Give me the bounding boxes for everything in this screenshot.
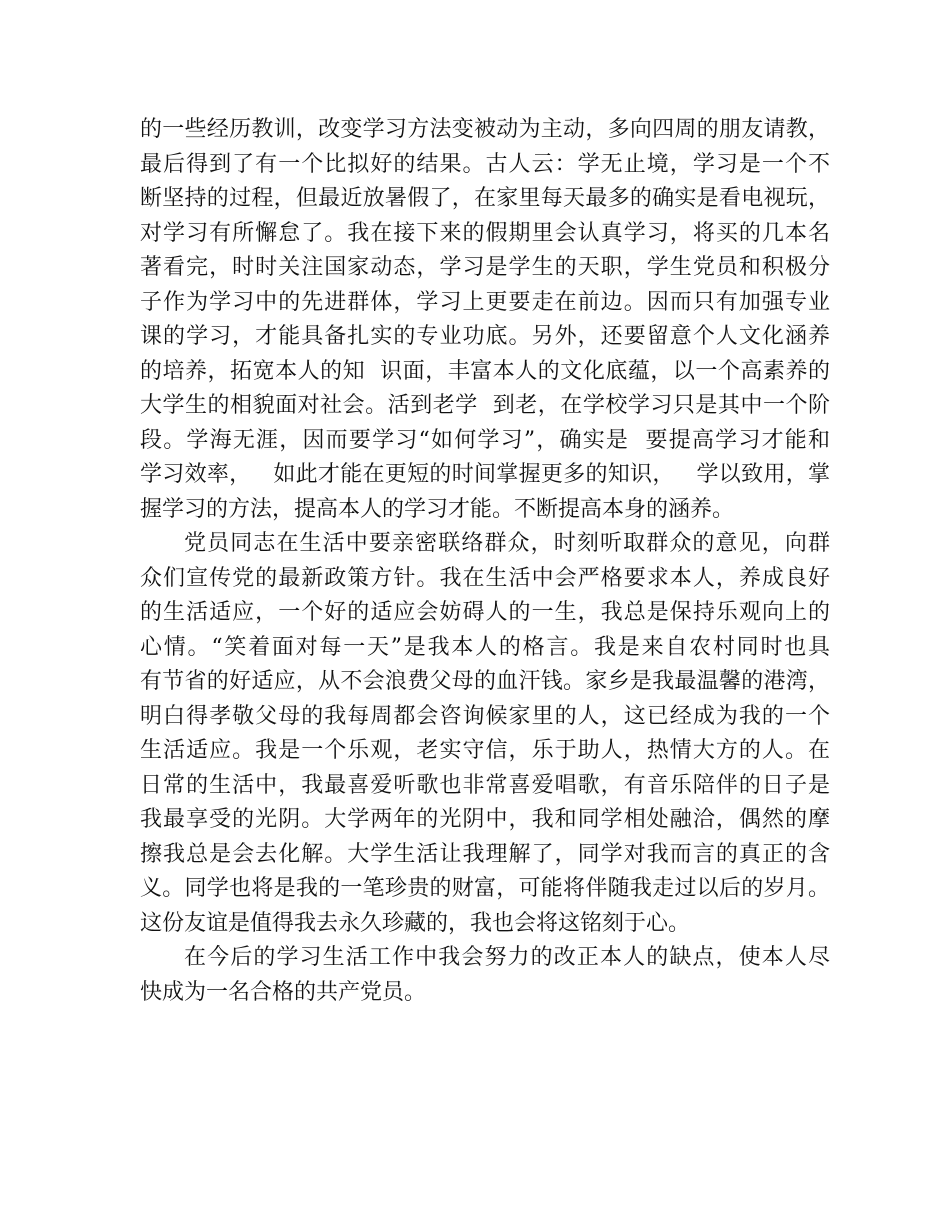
text-line: 握学习的方法，提高本人的学习才能。不断提高本身的涵养。 — [140, 496, 735, 522]
text-line: 这份友谊是值得我去永久珍藏的，我也会将这铭刻于心。 — [140, 910, 691, 936]
text-line: 对学习有所懈怠了。我在接下来的假期里会认真学习，将买的几本名 — [140, 220, 830, 246]
text-line: 义。同学也将是我的一笔珍贵的财富，可能将伴随我走过以后的岁月。 — [140, 876, 830, 901]
text-line: 心情。“笑着面对每一天”是我本人的格言。我是来自农村同时也具 — [140, 634, 830, 660]
paragraph-first-line: 在今后的学习生活工作中我会努力的改正本人的缺点，使本人尽 — [184, 945, 830, 970]
text-line: 快成为一名合格的共产党员。 — [140, 979, 427, 1005]
text-line: 的培养，拓宽本人的知 识面，丰富本人的文化底蕴，以一个高素养的 — [140, 358, 830, 384]
text-line: 明白得孝敬父母的我每周都会咨询候家里的人，这已经成为我的一个 — [140, 703, 830, 729]
text-line: 段。学海无涯，因而要学习“如何学习”，确实是 要提高学习才能和 — [140, 427, 830, 453]
text-line: 课的学习，才能具备扎实的专业功底。另外，还要留意个人文化涵养 — [140, 324, 830, 349]
paragraph-first-line: 党员同志在生活中要亲密联络群众，时刻听取群众的意见，向群 — [184, 531, 830, 556]
text-line: 的一些经历教训，改变学习方法变被动为主动，多向四周的朋友请教， — [140, 117, 830, 142]
text-line: 众们宣传党的最新政策方针。我在生活中会严格要求本人，养成良好 — [140, 565, 830, 591]
text-line: 学习效率， 如此才能在更短的时间掌握更多的知识， 学以致用，掌 — [140, 462, 830, 487]
text-line: 著看完，时时关注国家动态，学习是学生的天职，学生党员和积极分 — [140, 255, 830, 280]
text-line: 的生活适应，一个好的适应会妨碍人的一生，我总是保持乐观向上的 — [140, 600, 830, 625]
text-line: 子作为学习中的先进群体，学习上更要走在前边。因而只有加强专业 — [140, 289, 830, 315]
document-body — [140, 113, 830, 1010]
text-line: 日常的生活中，我最喜爱听歌也非常喜爱唱歌，有音乐陪伴的日子是 — [140, 772, 830, 798]
text-line: 大学生的相貌面对社会。活到老学 到老，在学校学习只是其中一个阶 — [140, 393, 830, 418]
text-line: 最后得到了有一个比拟好的结果。古人云：学无止境，学习是一个不 — [140, 151, 830, 177]
text-line: 生活适应。我是一个乐观，老实守信，乐于助人，热情大方的人。在 — [140, 738, 830, 763]
text-line: 断坚持的过程，但最近放暑假了，在家里每天最多的确实是看电视玩， — [140, 186, 830, 211]
text-line: 我最享受的光阴。大学两年的光阴中，我和同学相处融洽，偶然的摩 — [140, 807, 830, 832]
text-line: 有节省的好适应，从不会浪费父母的血汗钱。家乡是我最温馨的港湾， — [140, 669, 830, 694]
text-line: 擦我总是会去化解。大学生活让我理解了，同学对我而言的真正的含 — [140, 841, 830, 867]
